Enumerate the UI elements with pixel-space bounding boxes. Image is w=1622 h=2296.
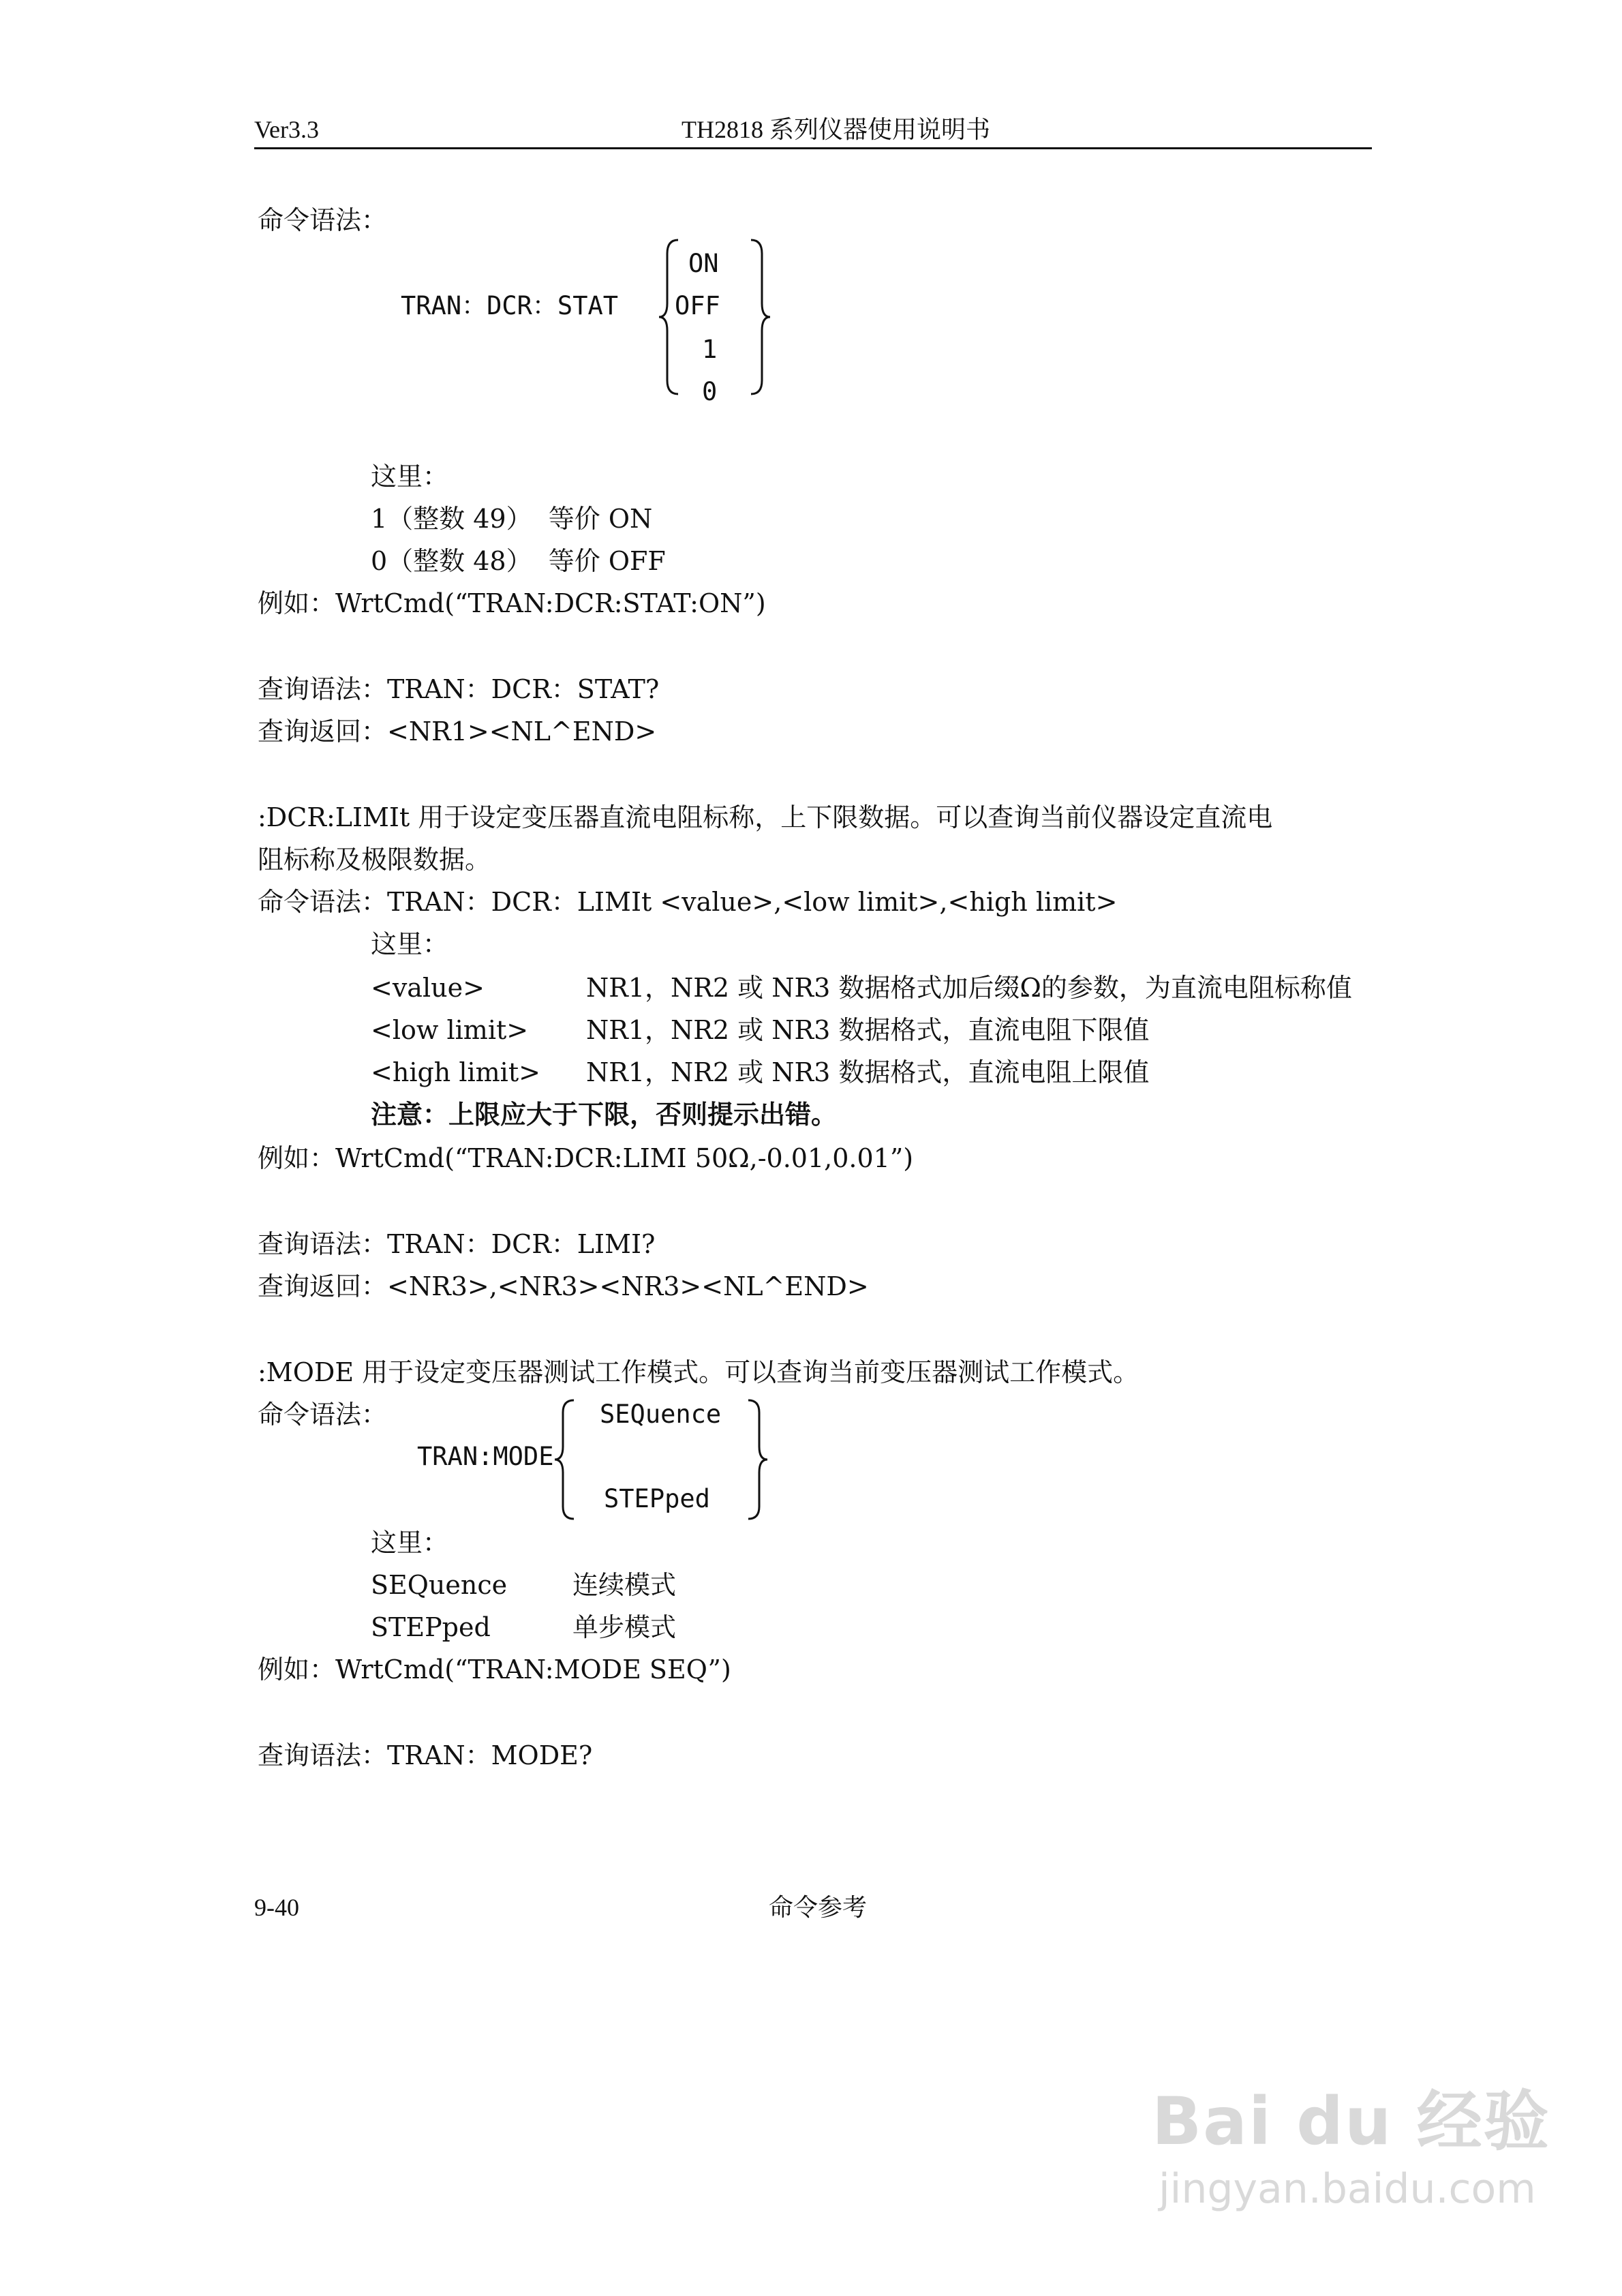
limit-param-high-desc: NR1，NR2 或 NR3 数据格式，直流电阻上限值 <box>586 1057 1150 1087</box>
stat-option-off: OFF <box>675 291 720 320</box>
stat-query-syntax: 查询语法：TRAN：DCR：STAT? <box>258 674 660 704</box>
stat-where-label: 这里： <box>371 462 449 492</box>
mode-command: TRAN:MODE <box>417 1442 554 1471</box>
limit-syntax: 命令语法：TRAN：DCR：LIMIt <value>,<low limit>,<high limit> <box>258 887 1118 917</box>
mode-param-step-name: STEPped <box>371 1612 491 1642</box>
mode-param-step-desc: 单步模式 <box>572 1612 677 1642</box>
mode-right-brace <box>747 1399 774 1522</box>
baidu-watermark-url: jingyan.baidu.com <box>1159 2165 1536 2213</box>
limit-param-low-desc: NR1，NR2 或 NR3 数据格式，直流电阻下限值 <box>586 1015 1150 1045</box>
mode-param-seq-desc: 连续模式 <box>572 1570 677 1600</box>
mode-param-seq-name: SEQuence <box>371 1570 508 1600</box>
stat-note-1: 1（整数 49） 等价 ON <box>371 504 653 534</box>
header-title: TH2818 系列仪器使用说明书 <box>682 116 990 143</box>
mode-option-sequence: SEQuence <box>600 1400 722 1429</box>
limit-warning-note: 注意：上限应大于下限，否则提示出错。 <box>371 1099 838 1130</box>
stat-option-on: ON <box>688 249 719 278</box>
limit-param-low-name: <low limit> <box>371 1015 529 1045</box>
stat-command: TRAN：DCR：STAT <box>401 291 619 320</box>
limit-intro-line1: :DCR:LIMIt 用于设定变压器直流电阻标称，上下限数据。可以查询当前仪器设定直流电 <box>258 802 1273 832</box>
footer-section-title: 命令参考 <box>769 1894 868 1921</box>
mode-syntax-label: 命令语法： <box>258 1400 388 1430</box>
footer-page-number: 9-40 <box>254 1894 299 1921</box>
limit-param-value-desc: NR1，NR2 或 NR3 数据格式加后缀Ω的参数，为直流电阻标称值 <box>586 973 1352 1003</box>
mode-query-syntax: 查询语法：TRAN：MODE? <box>258 1740 593 1770</box>
mode-left-brace <box>553 1399 581 1522</box>
limit-intro-line2: 阻标称及极限数据。 <box>258 845 491 875</box>
stat-syntax-label: 命令语法： <box>258 205 388 235</box>
stat-example: 例如：WrtCmd(“TRAN:DCR:STAT:ON”) <box>258 588 766 618</box>
stat-note-0: 0（整数 48） 等价 OFF <box>371 546 666 576</box>
limit-query-return: 查询返回：<NR3>,<NR3><NR3><NL^END> <box>258 1271 869 1301</box>
stat-right-brace <box>750 239 777 395</box>
header-rule <box>254 147 1372 149</box>
stat-option-0: 0 <box>702 377 718 406</box>
limit-example: 例如：WrtCmd(“TRAN:DCR:LIMI 50Ω,-0.01,0.01”) <box>258 1143 914 1173</box>
mode-option-stepped: STEPped <box>604 1484 710 1513</box>
limit-query-syntax: 查询语法：TRAN：DCR：LIMI? <box>258 1229 656 1259</box>
mode-where-label: 这里： <box>371 1528 449 1558</box>
limit-where-label: 这里： <box>371 929 449 959</box>
mode-example: 例如：WrtCmd(“TRAN:MODE SEQ”) <box>258 1655 731 1685</box>
mode-intro: :MODE 用于设定变压器测试工作模式。可以查询当前变压器测试工作模式。 <box>258 1357 1139 1387</box>
header-version: Ver3.3 <box>254 116 319 143</box>
stat-option-1: 1 <box>702 335 718 364</box>
limit-param-high-name: <high limit> <box>371 1057 540 1087</box>
stat-query-return: 查询返回：<NR1><NL^END> <box>258 716 657 746</box>
baidu-watermark-logo: Bai du 经验 <box>1152 2083 1550 2160</box>
limit-param-value-name: <value> <box>371 973 485 1003</box>
